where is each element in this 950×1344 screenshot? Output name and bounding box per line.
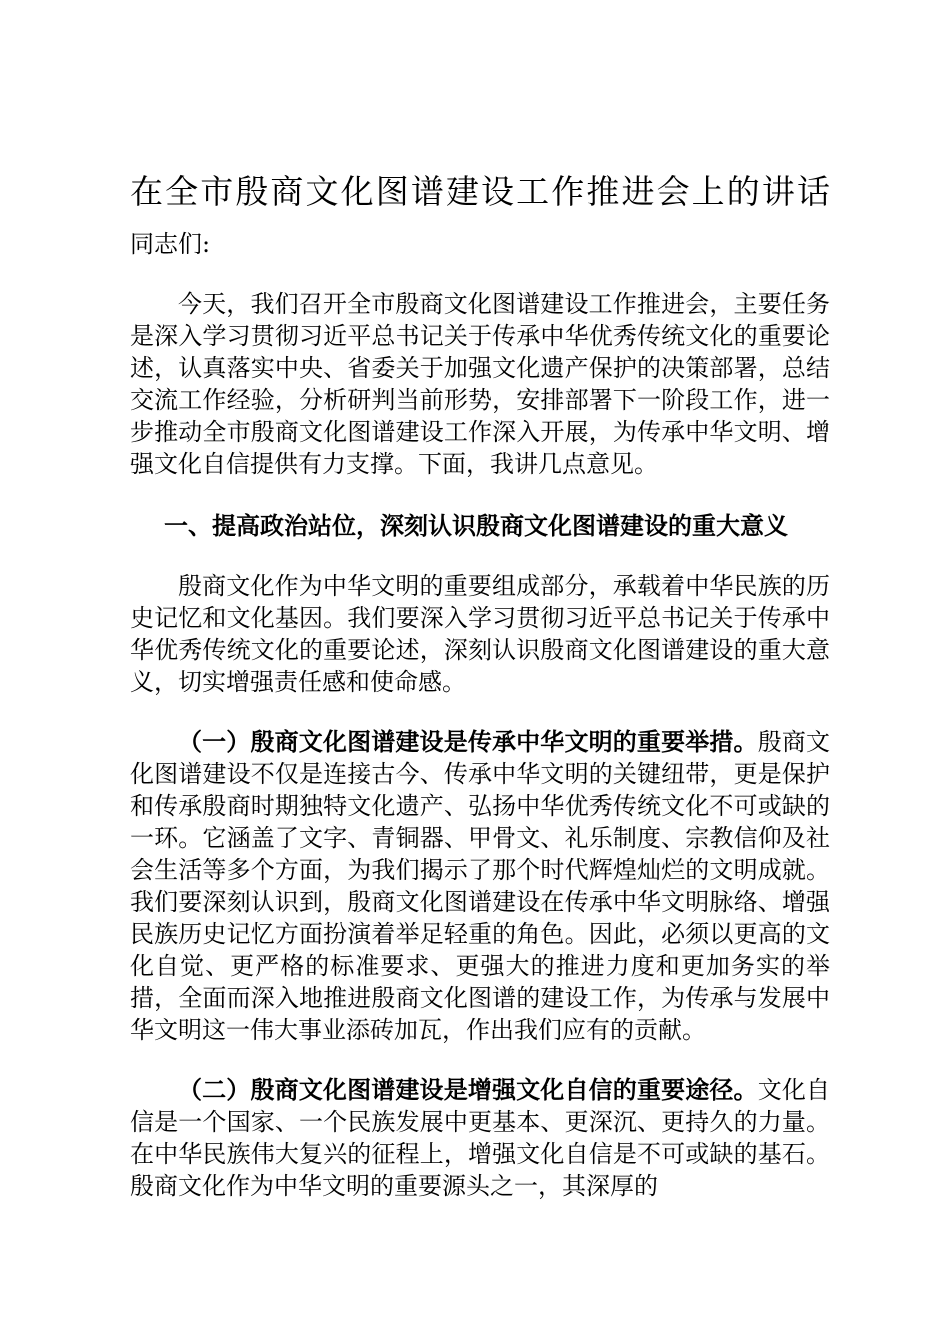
document-title: 在全市殷商文化图谱建设工作推进会上的讲话 (130, 172, 830, 211)
section-1-heading: 一、提高政治站位，深刻认识殷商文化图谱建设的重大意义 (164, 511, 788, 540)
intro-paragraph: 今天，我们召开全市殷商文化图谱建设工作推进会，主要任务是深入学习贯彻习近平总书记关于传承中华优秀传统文化的重要论述，认真落实中央、省委关于加强文化遗产保护的决策部署，总结交流工作经验，分析研判当前形势，安排部署下一阶段工作，进一步推动全市殷商文化图谱建设工作深入开展，为传承中华文明、增强文化自信提供有力支撑。下面，我讲几点意见。 (130, 290, 830, 478)
subsection-1-paragraph (130, 726, 830, 1046)
salutation: 同志们: (130, 230, 211, 258)
subsection-2-body: 文化自信是一个国家、一个民族发展中更基本、更深沉、更持久的力量。在中华民族伟大复兴的征程上，增强文化自信是不可或缺的基石。殷商文化作为中华文明的重要源头之一，其深厚的 (130, 1076, 831, 1200)
subsection-1-heading: （一）殷商文化图谱建设是传承中华文明的重要举措。 (178, 727, 758, 756)
subsection-2-heading: （二）殷商文化图谱建设是增强文化自信的重要途径。 (178, 1075, 758, 1104)
subsection-2-paragraph (130, 1074, 830, 1202)
section-1-paragraph: 殷商文化作为中华文明的重要组成部分，承载着中华民族的历史记忆和文化基因。我们要深入学习贯彻习近平总书记关于传承中华优秀传统文化的重要论述，深刻认识殷商文化图谱建设的重大意义，切实增强责任感和使命感。 (130, 572, 830, 696)
document-content (130, 170, 830, 1202)
subsection-1-body: 殷商文化图谱建设不仅是连接古今、传承中华文明的关键纽带，更是保护和传承殷商时期独特文化遗产、弘扬中华优秀传统文化不可或缺的一环。它涵盖了文字、青铜器、甲骨文、礼乐制度、宗教信仰及社会生活等多个方面，为我们揭示了那个时代辉煌灿烂的文明成就。我们要深刻认识到，殷商文化图谱建设在传承中华文明脉络、增强民族历史记忆方面扮演着举足轻重的角色。因此，必须以更高的文化自觉、更严格的标准要求、更强大的推进力度和更加务实的举措，全面而深入地推进殷商文化图谱的建设工作，为传承与发展中华文明这一伟大事业添砖加瓦，作出我们应有的贡献。 (130, 728, 831, 1044)
